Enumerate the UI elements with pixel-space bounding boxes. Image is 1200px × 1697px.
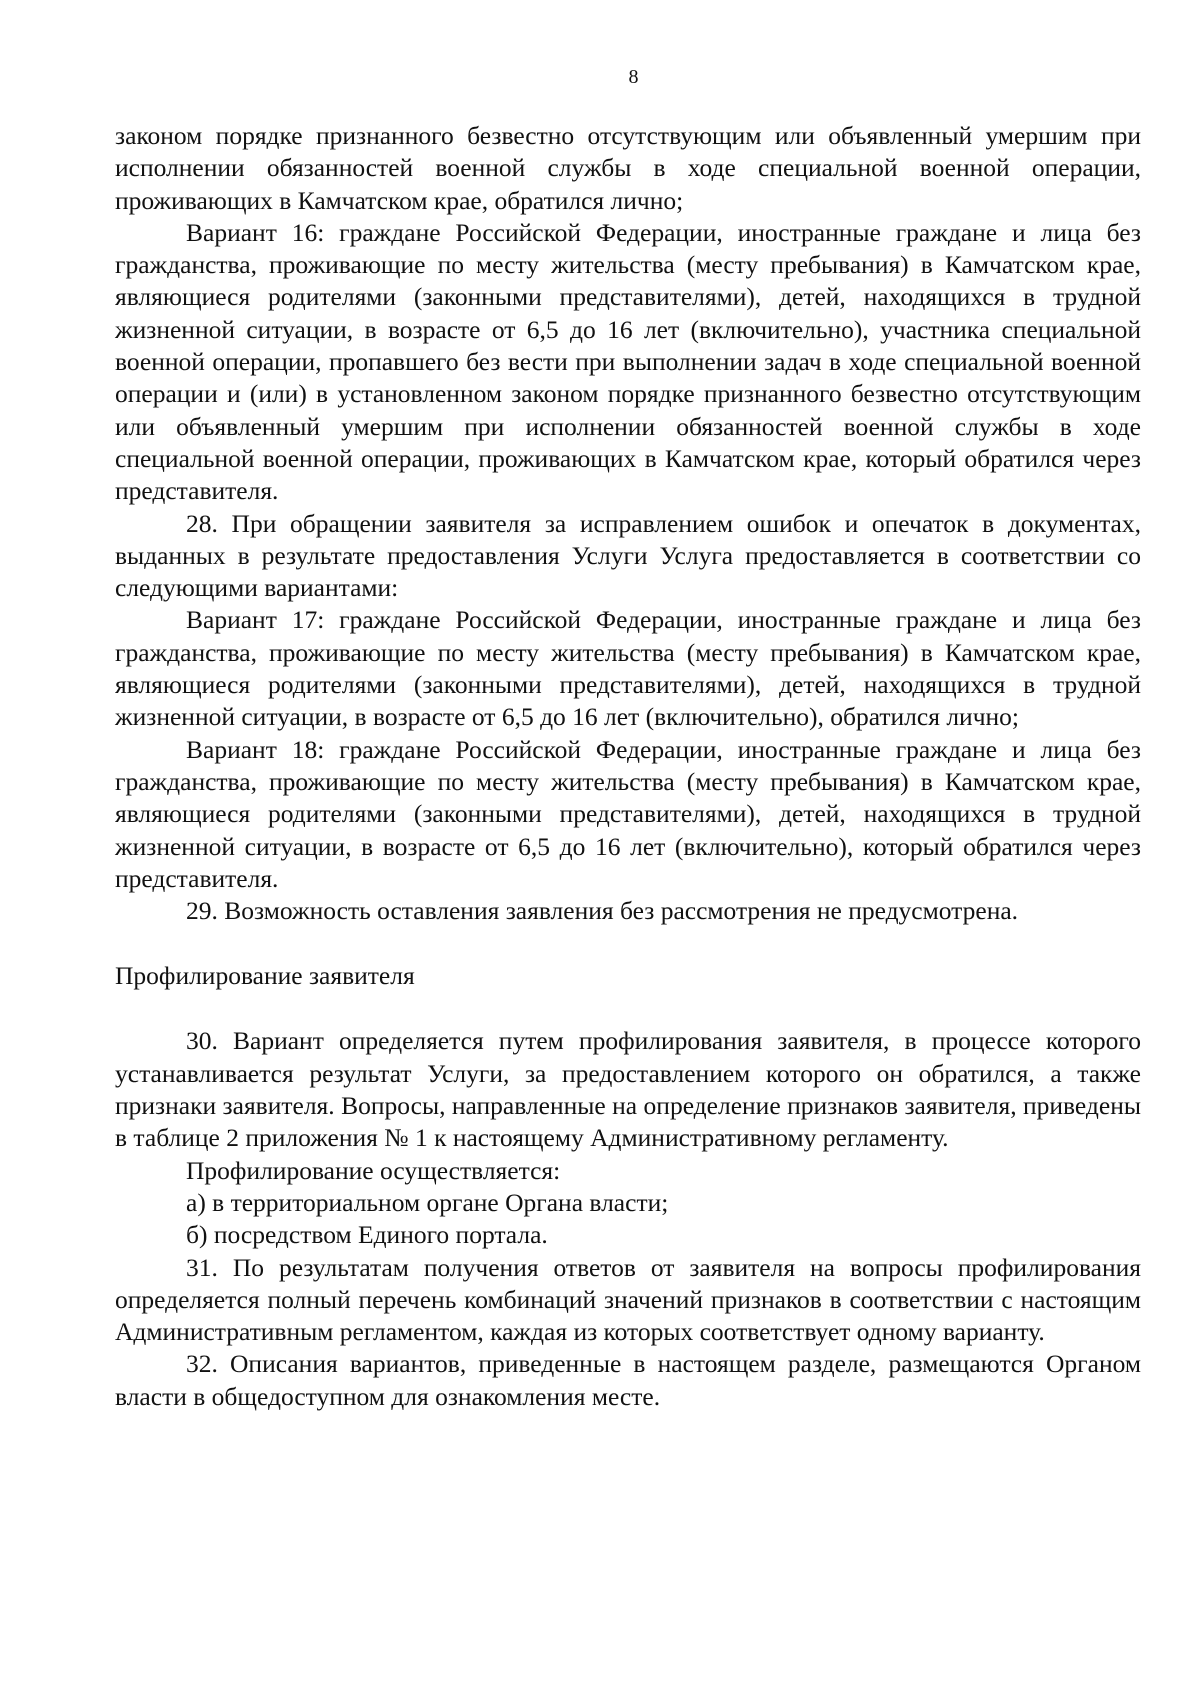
paragraph-item-29: 29. Возможность оставления заявления без рассмотрения не предусмотрена.	[186, 896, 1019, 926]
paragraph-variant-18: Вариант 18: граждане Российской Федерации, иностранные граждане и лица без гражданства, проживающие по месту жительства (месту пребывания) в Камчатском крае, являющиеся родителями (законными представителями), детей, находящихся в трудной жизненной ситуации, в возрасте от 6,5 до 16 лет (включительно), который обратился через представителя.	[115, 734, 1141, 893]
list-item-a: а) в территориальном органе Органа власти;	[186, 1187, 669, 1217]
paragraph-profiling-intro: Профилирование осуществляется:	[186, 1155, 561, 1185]
paragraph-variant-16: Вариант 16: граждане Российской Федерации, иностранные граждане и лица без гражданства, проживающие по месту жительства (месту пребывания) в Камчатском крае, являющиеся родителями (законными представителями), детей, находящихся в трудной жизненной ситуации, в возрасте от 6,5 до 16 лет (включительно), участника специальной военной операции, пропавшего без вести при выполнении задач в ходе специальной военной операции и (или) в установленном законом порядке признанного безвестно отсутствующим или объявленный умершим при исполнении обязанностей военной службы в ходе специальной военной операции, проживающих в Камчатском крае, который обратился через представителя.	[115, 217, 1141, 506]
paragraph-item-31: 31. По результатам получения ответов от заявителя на вопросы профилирования определяется полный перечень комбинаций значений признаков в соответствии с настоящим Административным регламентом, каждая из которых соответствует одному варианту.	[115, 1252, 1141, 1347]
paragraph-item-28: 28. При обращении заявителя за исправлением ошибок и опечаток в документах, выданных в результате предоставления Услуги Услуга предоставляется в соответствии со следующими вариантами:	[115, 508, 1141, 603]
paragraph-continuation: законом порядке признанного безвестно отсутствующим или объявленный умершим при исполнении обязанностей военной службы в ходе специальной военной операции, проживающих в Камчатском крае, обратился лично;	[115, 121, 1141, 215]
spacer	[115, 927, 1141, 960]
page-number: 8	[628, 66, 639, 88]
list-item-b: б) посредством Единого портала.	[186, 1220, 548, 1250]
paragraph-item-30: 30. Вариант определяется путем профилирования заявителя, в процессе которого устанавливается результат Услуги, за предоставлением которого он обратился, а также признаки заявителя. Вопросы, направленные на определение признаков заявителя, приведены в таблице 2 приложения № 1 к настоящему Административному регламенту.	[115, 1026, 1141, 1153]
spacer	[115, 992, 1141, 1025]
document-body	[115, 120, 1141, 1413]
section-heading: Профилирование заявителя	[115, 961, 415, 991]
paragraph-variant-17: Вариант 17: граждане Российской Федерации, иностранные граждане и лица без гражданства, проживающие по месту жительства (месту пребывания) в Камчатском крае, являющиеся родителями (законными представителями), детей, находящихся в трудной жизненной ситуации, в возрасте от 6,5 до 16 лет (включительно), обратился лично;	[115, 605, 1141, 732]
paragraph-item-32: 32. Описания вариантов, приведенные в настоящем разделе, размещаются Органом власти в общедоступном для ознакомления месте.	[115, 1349, 1141, 1411]
